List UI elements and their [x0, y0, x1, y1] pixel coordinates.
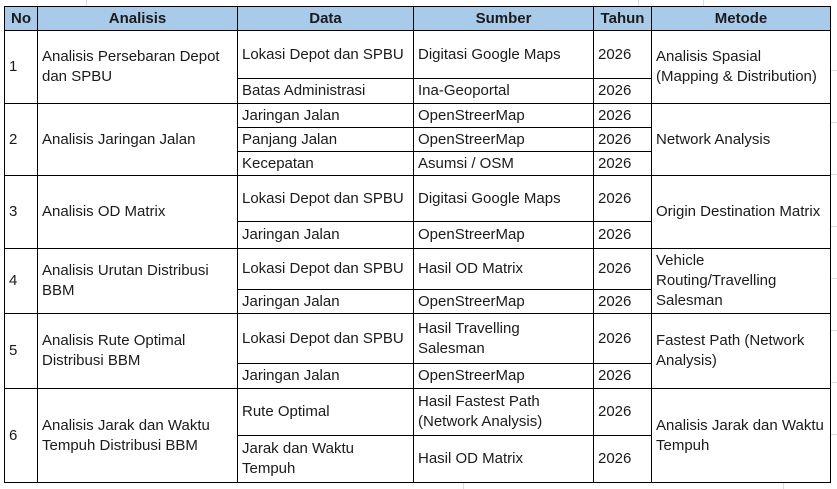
- cell-sumber[interactable]: Hasil OD Matrix: [414, 436, 594, 483]
- cell-metode[interactable]: Vehicle Routing/Travelling Salesman: [652, 249, 831, 314]
- cell-tahun[interactable]: 2026: [594, 290, 652, 314]
- column-header-no[interactable]: No: [5, 7, 38, 31]
- analysis-table: [4, 6, 831, 483]
- cell-sumber[interactable]: OpenStreerMap: [414, 364, 594, 389]
- column-header-sumber[interactable]: Sumber: [414, 7, 594, 31]
- cell-sumber[interactable]: Hasil OD Matrix: [414, 249, 594, 290]
- cell-data[interactable]: Lokasi Depot dan SPBU: [238, 249, 414, 290]
- gridline-stub: [463, 482, 464, 489]
- column-header-metode[interactable]: Metode: [652, 7, 831, 31]
- cell-sumber[interactable]: Digitasi Google Maps: [414, 31, 594, 79]
- cell-metode[interactable]: Network Analysis: [652, 104, 831, 176]
- table-row: [5, 104, 831, 128]
- gridline-stub: [831, 434, 837, 435]
- gridline-stub: [831, 278, 837, 279]
- cell-metode[interactable]: Analisis Jarak dan Waktu Tempuh: [652, 389, 831, 483]
- gridline-stub: [831, 174, 837, 175]
- cell-analisis[interactable]: Analisis Jaringan Jalan: [38, 104, 238, 176]
- cell-tahun[interactable]: 2026: [594, 31, 652, 79]
- cell-sumber[interactable]: Digitasi Google Maps: [414, 176, 594, 222]
- cell-tahun[interactable]: 2026: [594, 389, 652, 436]
- cell-data[interactable]: Lokasi Depot dan SPBU: [238, 314, 414, 364]
- cell-sumber[interactable]: OpenStreerMap: [414, 290, 594, 314]
- cell-tahun[interactable]: 2026: [594, 436, 652, 483]
- cell-sumber[interactable]: Asumsi / OSM: [414, 152, 594, 176]
- gridline-stub: [831, 70, 837, 71]
- cell-data[interactable]: Jaringan Jalan: [238, 290, 414, 314]
- cell-analisis[interactable]: Analisis Urutan Distribusi BBM: [38, 249, 238, 314]
- cell-sumber[interactable]: Hasil Travelling Salesman: [414, 314, 594, 364]
- gridline-stub: [831, 122, 837, 123]
- cell-no[interactable]: 1: [5, 31, 38, 104]
- header-row: [5, 7, 831, 31]
- cell-tahun[interactable]: 2026: [594, 249, 652, 290]
- table-row: [5, 31, 831, 79]
- cell-sumber[interactable]: Ina-Geoportal: [414, 79, 594, 104]
- cell-sumber[interactable]: OpenStreerMap: [414, 104, 594, 128]
- cell-tahun[interactable]: 2026: [594, 314, 652, 364]
- cell-tahun[interactable]: 2026: [594, 176, 652, 222]
- cell-sumber[interactable]: OpenStreerMap: [414, 128, 594, 152]
- cell-data[interactable]: Kecepatan: [238, 152, 414, 176]
- cell-data[interactable]: Rute Optimal: [238, 389, 414, 436]
- cell-data[interactable]: Lokasi Depot dan SPBU: [238, 176, 414, 222]
- column-header-data[interactable]: Data: [238, 7, 414, 31]
- cell-tahun[interactable]: 2026: [594, 152, 652, 176]
- table-row: [5, 176, 831, 222]
- cell-sumber[interactable]: OpenStreerMap: [414, 222, 594, 249]
- cell-no[interactable]: 3: [5, 176, 38, 249]
- cell-no[interactable]: 2: [5, 104, 38, 176]
- gridline-stub: [783, 482, 784, 489]
- cell-sumber[interactable]: Hasil Fastest Path (Network Analysis): [414, 389, 594, 436]
- cell-tahun[interactable]: 2026: [594, 79, 652, 104]
- cell-no[interactable]: 6: [5, 389, 38, 483]
- cell-data[interactable]: Jaringan Jalan: [238, 104, 414, 128]
- cell-data[interactable]: Panjang Jalan: [238, 128, 414, 152]
- table-row: [5, 389, 831, 436]
- cell-tahun[interactable]: 2026: [594, 104, 652, 128]
- cell-data[interactable]: Batas Administrasi: [238, 79, 414, 104]
- gridline-stub: [831, 330, 837, 331]
- table-row: [5, 314, 831, 364]
- cell-data[interactable]: Jaringan Jalan: [238, 364, 414, 389]
- cell-metode[interactable]: Analisis Spasial (Mapping & Distribution): [652, 31, 831, 104]
- cell-analisis[interactable]: Analisis Jarak dan Waktu Tempuh Distribusi BBM: [38, 389, 238, 483]
- cell-analisis[interactable]: Analisis Rute Optimal Distribusi BBM: [38, 314, 238, 389]
- gridline-stub: [831, 382, 837, 383]
- cell-no[interactable]: 5: [5, 314, 38, 389]
- gridline-stub: [831, 226, 837, 227]
- column-header-analisis[interactable]: Analisis: [38, 7, 238, 31]
- column-header-tahun[interactable]: Tahun: [594, 7, 652, 31]
- table-row: [5, 249, 831, 290]
- cell-metode[interactable]: Origin Destination Matrix: [652, 176, 831, 249]
- cell-analisis[interactable]: Analisis OD Matrix: [38, 176, 238, 249]
- cell-metode[interactable]: Fastest Path (Network Analysis): [652, 314, 831, 389]
- cell-no[interactable]: 4: [5, 249, 38, 314]
- cell-tahun[interactable]: 2026: [594, 128, 652, 152]
- cell-tahun[interactable]: 2026: [594, 222, 652, 249]
- cell-analisis[interactable]: Analisis Persebaran Depot dan SPBU: [38, 31, 238, 104]
- cell-data[interactable]: Lokasi Depot dan SPBU: [238, 31, 414, 79]
- cell-data[interactable]: Jaringan Jalan: [238, 222, 414, 249]
- cell-tahun[interactable]: 2026: [594, 364, 652, 389]
- cell-data[interactable]: Jarak dan Waktu Tempuh: [238, 436, 414, 483]
